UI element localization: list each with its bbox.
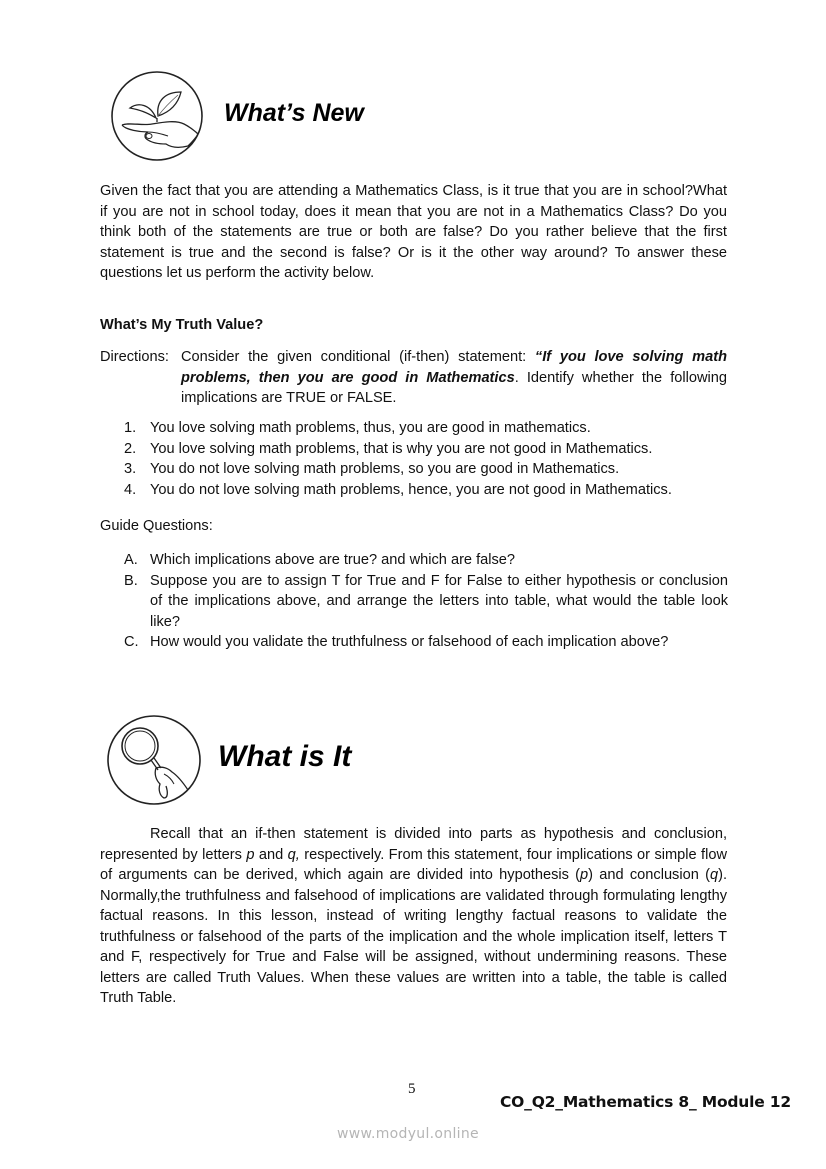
variable-q: q, [287,846,300,863]
list-marker: B. [124,572,138,589]
list-marker: C. [124,634,139,650]
activity-title: What’s My Truth Value? [100,317,264,333]
section-title-what-is-it: What is It [218,740,352,773]
variable-p: p [580,867,589,883]
module-code: CO_Q2_Mathematics 8_ Module 12 [500,1093,791,1111]
seedling-in-hand-icon [110,70,204,162]
list-item [124,418,734,439]
implication-text: You love solving math problems, that is why you are not good in Mathematics. [150,440,653,457]
activity-directions [100,347,727,409]
list-marker: A. [124,552,138,568]
body-text: respectively. From this statement, four implications or simple flow of arguments can be derived, which again are divided into hypothesis ( [100,846,727,883]
variable-p: p [246,846,255,863]
guide-questions-list [124,550,728,653]
body-text: ). Normally,the truthfulness and falsehood of implications are validated through formulating lengthy factual reasons. In this lesson, instead of writing lengthy factual reasons to validate the truthfulness or falsehood of the parts of the implication and the whole implication itself, letters T and F, respectively for True and False will be assigned, without undermining reasons. These letters are called Truth Values. When these values are written into a table, the table is called Truth Table. [100,867,727,1006]
whats-new-intro: Given the fact that you are attending a Mathematics Class, is it true that you are in school?What if you are not in school today, does it mean that you are not in a Mathematics Class? Do you think both of the statements are true or both are false? Do you rather believe that the first statement is true and the second is false? Or is it the other way around? To answer these questions let us perform the activity below. [100,183,727,281]
list-marker: 2. [124,440,137,457]
guide-question-text: Which implications above are true? and which are false? [150,552,516,568]
implication-text: You love solving math problems, thus, you are good in mathematics. [150,420,591,436]
variable-q: q [709,867,719,883]
list-item [124,632,728,653]
list-item [124,459,734,480]
body-text: and [254,846,288,863]
guide-question-text: Suppose you are to assign T for True and F for False to either hypothesis or conclusion of the implications above, and arrange the letters into table, what would the table look like? [150,572,728,630]
directions-instruction: . Identify whether the following implications are TRUE or FALSE. [181,369,727,406]
list-marker: 1. [124,420,137,436]
section-title-whats-new: What’s New [224,99,364,127]
guide-questions-label: Guide Questions: [100,518,213,534]
implication-text: You do not love solving math problems, hence, you are not good in Mathematics. [150,481,672,498]
list-item [124,439,734,460]
body-text: ) and conclusion ( [588,867,710,883]
list-marker: 4. [124,481,137,498]
list-marker: 3. [124,461,137,477]
implication-text: You do not love solving math problems, so you are good in Mathematics. [150,461,620,477]
directions-intro: Consider the given conditional (if-then) statement: [181,349,535,365]
implications-list [124,418,734,500]
directions-label: Directions: [100,349,169,365]
what-is-it-body [100,824,727,1009]
watermark: www.modyul.online [337,1126,479,1142]
page-number: 5 [408,1081,416,1097]
list-item [124,550,728,571]
list-item [124,571,728,633]
body-text: Recall that an if-then statement is divided into parts as hypothesis and conclusion, represented by letters [100,826,727,863]
list-item [124,480,734,501]
guide-question-text: How would you validate the truthfulness or falsehood of each implication above? [150,634,669,650]
magnifying-glass-in-hand-icon [106,714,202,806]
conditional-statement: “If you love solving math problems, then you are good in Mathematics [181,349,727,386]
